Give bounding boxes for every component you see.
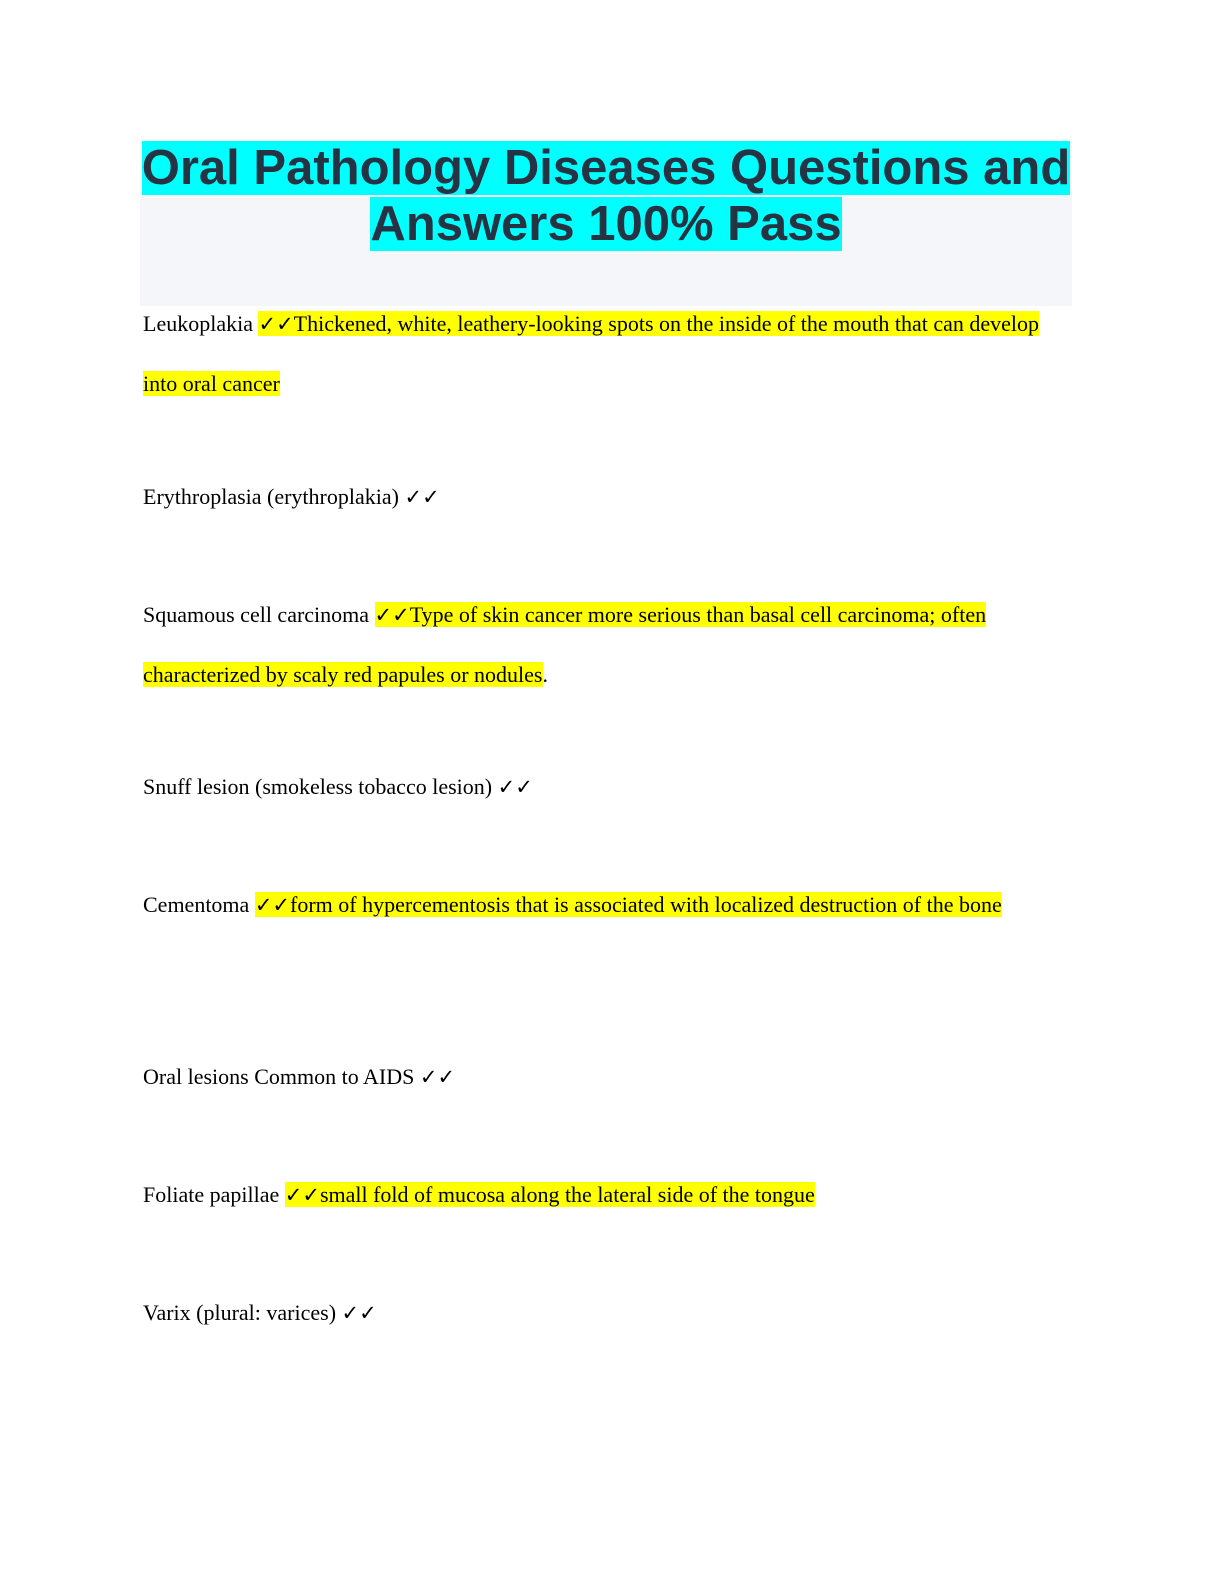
entry-answer: small fold of mucosa along the lateral side of the tongue bbox=[319, 1182, 815, 1207]
entry-answer: Thickened, white, leathery-looking spots on the inside of the mouth that can develop into oral cancer bbox=[143, 311, 1040, 396]
entry-term: Squamous cell carcinoma bbox=[143, 602, 370, 627]
qa-entry-oral-lesions-aids bbox=[143, 1047, 1063, 1107]
entry-term: Cementoma bbox=[143, 892, 250, 917]
double-check-icon: ✓✓ bbox=[341, 1301, 377, 1325]
double-check-icon: ✓✓ bbox=[404, 485, 440, 509]
qa-entry-squamous-cell-carcinoma bbox=[143, 585, 1063, 704]
double-check-icon: ✓✓ bbox=[284, 1183, 320, 1207]
qa-entry-varix bbox=[143, 1283, 1063, 1343]
qa-entry-leukoplakia bbox=[143, 294, 1063, 413]
qa-entry-erythroplasia bbox=[143, 467, 1063, 527]
qa-entry-foliate-papillae bbox=[143, 1165, 1063, 1225]
double-check-icon: ✓✓ bbox=[419, 1065, 456, 1089]
qa-entry-cementoma bbox=[143, 875, 1063, 935]
entry-answer-highlight bbox=[255, 892, 1002, 917]
document-title bbox=[140, 140, 1072, 252]
entry-answer-highlight bbox=[143, 311, 1039, 396]
entry-answer: Type of skin cancer more serious than basal cell carcinoma; often characterized by scaly red papules or nodules bbox=[143, 602, 987, 687]
entry-trailing: . bbox=[542, 662, 548, 687]
entry-term: Varix (plural: varices) bbox=[143, 1300, 337, 1325]
double-check-icon: ✓✓ bbox=[497, 775, 533, 799]
entry-answer: form of hypercementosis that is associated with localized destruction of the bone bbox=[290, 892, 1002, 917]
entry-term: Oral lesions Common to AIDS bbox=[143, 1064, 415, 1089]
entry-answer-highlight bbox=[285, 1182, 815, 1207]
double-check-icon: ✓✓ bbox=[258, 312, 294, 336]
double-check-icon: ✓✓ bbox=[254, 893, 291, 917]
double-check-icon: ✓✓ bbox=[374, 603, 410, 627]
entry-term: Snuff lesion (smokeless tobacco lesion) bbox=[143, 774, 493, 799]
entry-term: Erythroplasia (erythroplakia) bbox=[143, 484, 399, 509]
document-title-text: Oral Pathology Diseases Questions and Answers 100% Pass bbox=[141, 141, 1071, 251]
entry-term: Foliate papillae bbox=[143, 1182, 280, 1207]
entry-term: Leukoplakia bbox=[143, 311, 253, 336]
qa-entry-snuff-lesion bbox=[143, 757, 1063, 817]
